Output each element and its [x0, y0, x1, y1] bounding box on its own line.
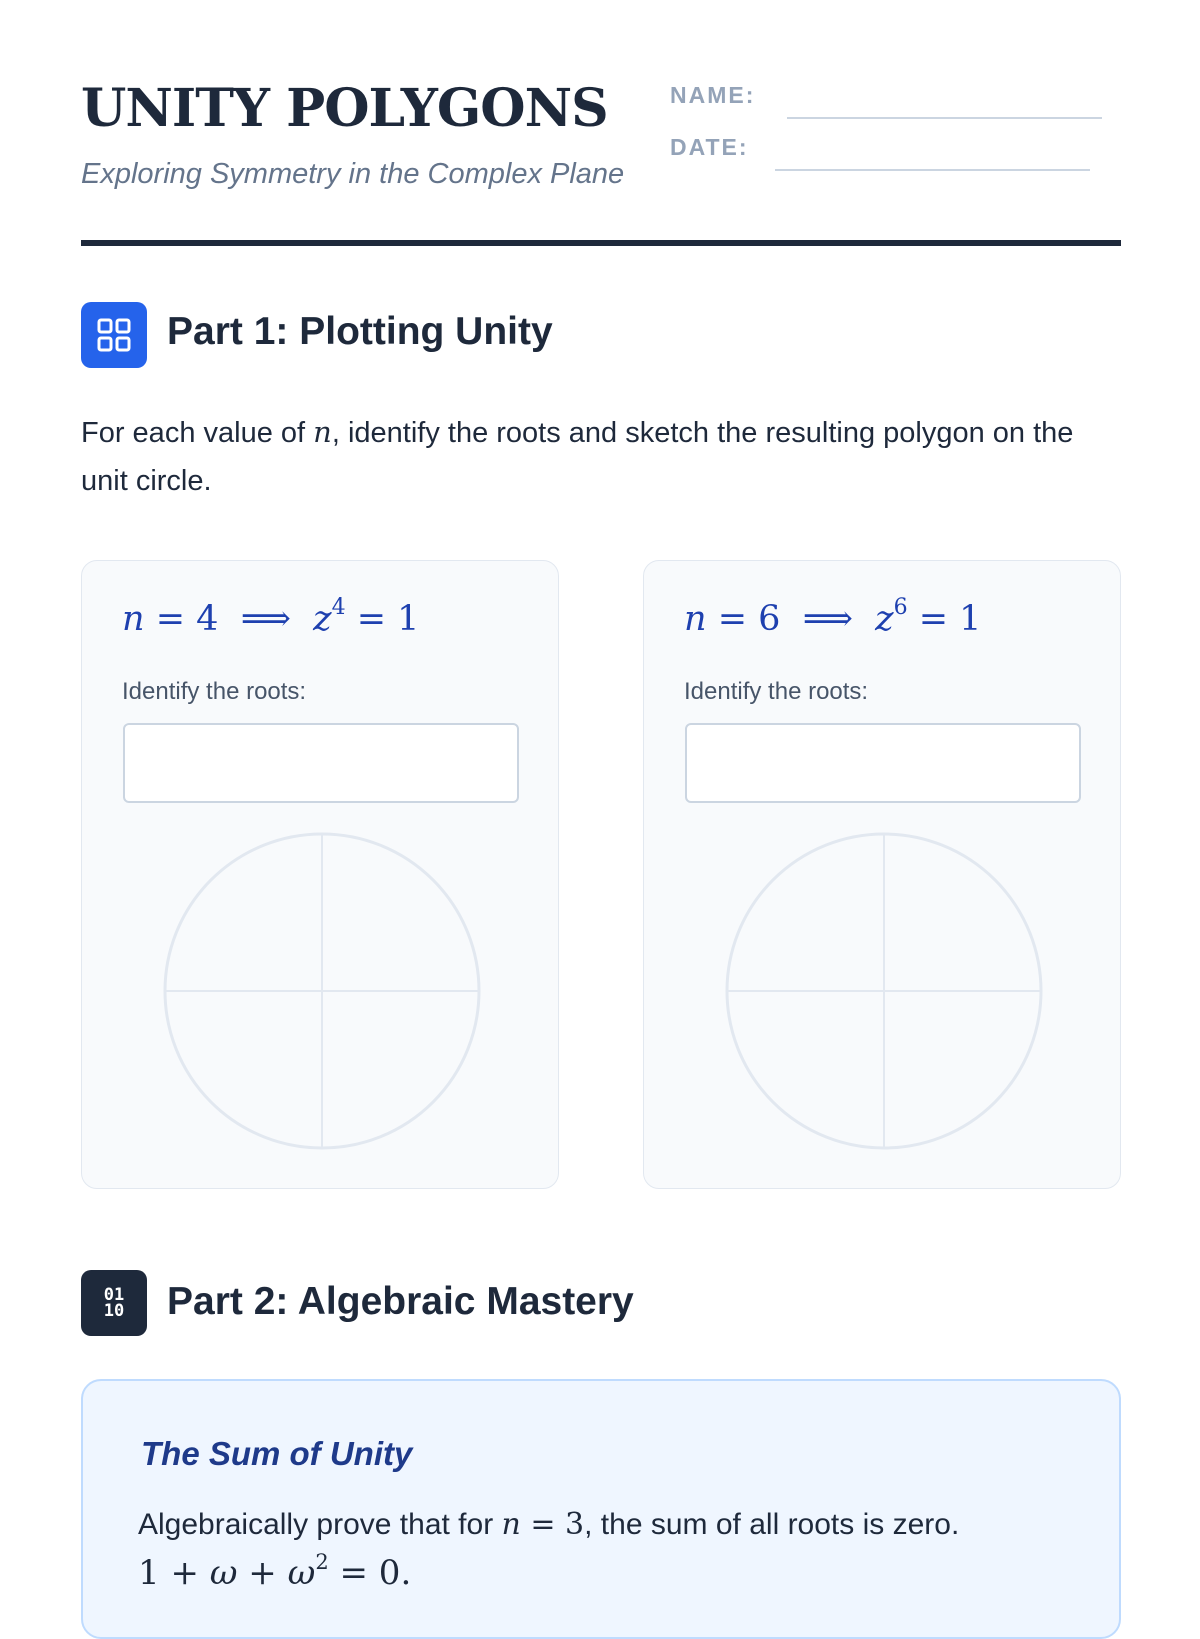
page-title: UNITY POLYGONS: [81, 78, 608, 139]
header-divider: [81, 240, 1121, 246]
date-field-line[interactable]: [775, 169, 1090, 171]
name-label: NAME:: [670, 82, 756, 108]
callout-title: The Sum of Unity: [141, 1435, 413, 1472]
callout-equation: $1 + \omega + \omega^2 = 0$.: [138, 1550, 412, 1593]
name-field-line[interactable]: [787, 117, 1102, 119]
unit-circle-sketch-area[interactable]: [162, 831, 482, 1151]
card-equation: n = 4 ⟹ $z^4 = 1$: [122, 595, 420, 639]
roots-label: Identify the roots:: [122, 678, 307, 705]
root-card-n4: [81, 560, 559, 1189]
roots-input[interactable]: [685, 723, 1081, 803]
roots-label: Identify the roots:: [684, 678, 869, 705]
sum-of-unity-callout: [81, 1379, 1121, 1639]
card-equation: n = 6 ⟹ $z^6 = 1$: [684, 595, 982, 639]
roots-input[interactable]: [123, 723, 519, 803]
unit-circle-sketch-area[interactable]: [724, 831, 1044, 1151]
callout-prompt: Algebraically prove that for n = 3, the sum of all roots is zero.: [138, 1507, 960, 1542]
part1-instructions: For each value of n, identify the roots and sketch the resulting polygon on the unit circle.: [81, 415, 1074, 497]
root-card-n6: [643, 560, 1121, 1189]
grid-icon: [81, 302, 147, 368]
date-label: DATE:: [670, 134, 749, 160]
page-subtitle: Exploring Symmetry in the Complex Plane: [81, 158, 625, 190]
part1-title: Part 1: Plotting Unity: [167, 310, 553, 353]
part2-title: Part 2: Algebraic Mastery: [167, 1280, 634, 1323]
binary-icon: 01 10: [81, 1270, 147, 1336]
